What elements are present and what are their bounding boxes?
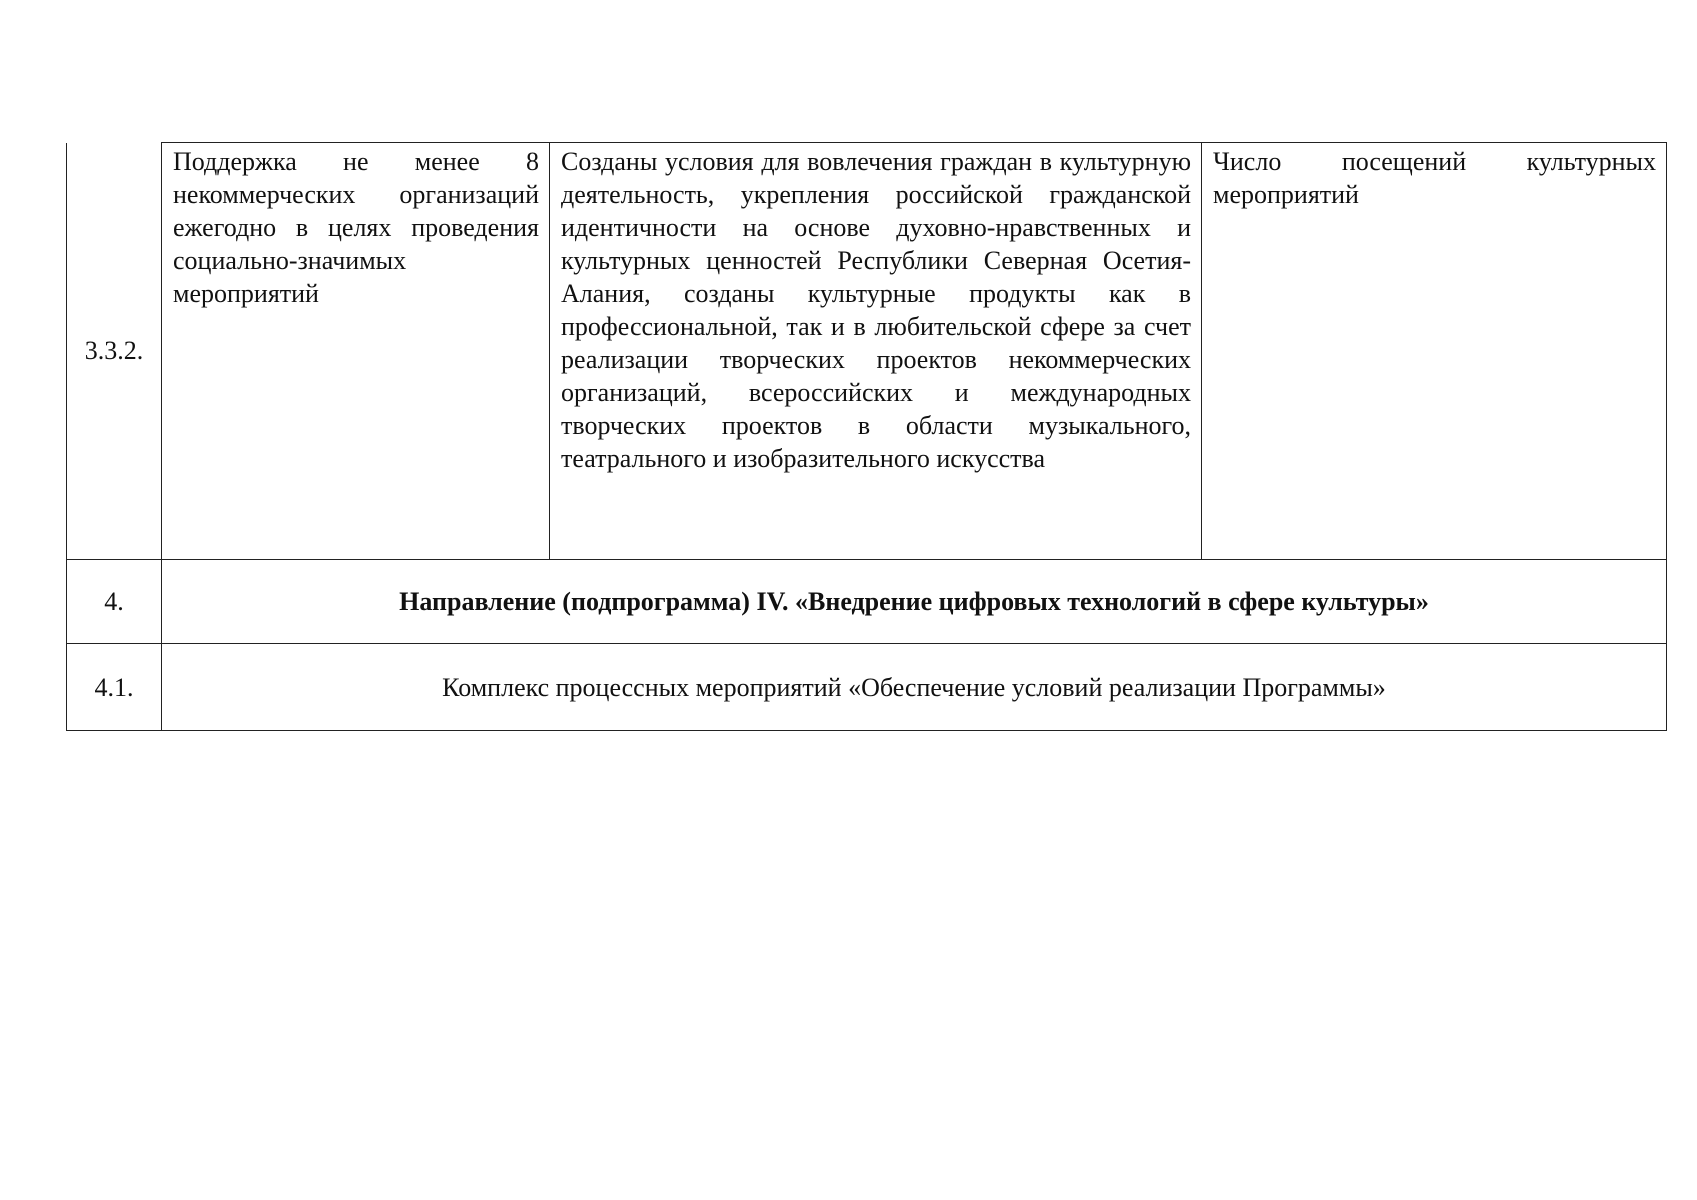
row-number: 3.3.2. (67, 143, 162, 560)
result-cell: Созданы условия для вовлечения граждан в культурную деятельность, укрепления российской гражданской идентичности на основе духовно-нравственных и культурных ценностей Республики Северная Осетия-Алания, созданы культурные продукты как в профессиональной, так и в любительской сфере за счет реализации творческих проектов некоммерческих организаций, всероссийских и международных творческих проектов в области музыкального, театрального и изобразительного искусства (550, 143, 1202, 560)
subsection-heading: Комплекс процессных мероприятий «Обеспечение условий реализации Программы» (162, 644, 1667, 731)
table-row (67, 644, 1667, 731)
program-table (66, 142, 1667, 731)
section-heading: Направление (подпрограмма) IV. «Внедрение цифровых технологий в сфере культуры» (162, 560, 1667, 644)
table-row (67, 560, 1667, 644)
indicator-cell: Число посещений культурных мероприятий (1202, 143, 1667, 560)
row-number: 4.1. (67, 644, 162, 731)
row-number: 4. (67, 560, 162, 644)
task-cell: Поддержка не менее 8 некоммерческих организаций ежегодно в целях проведения социально-значимых мероприятий (162, 143, 550, 560)
table-row (67, 143, 1667, 560)
